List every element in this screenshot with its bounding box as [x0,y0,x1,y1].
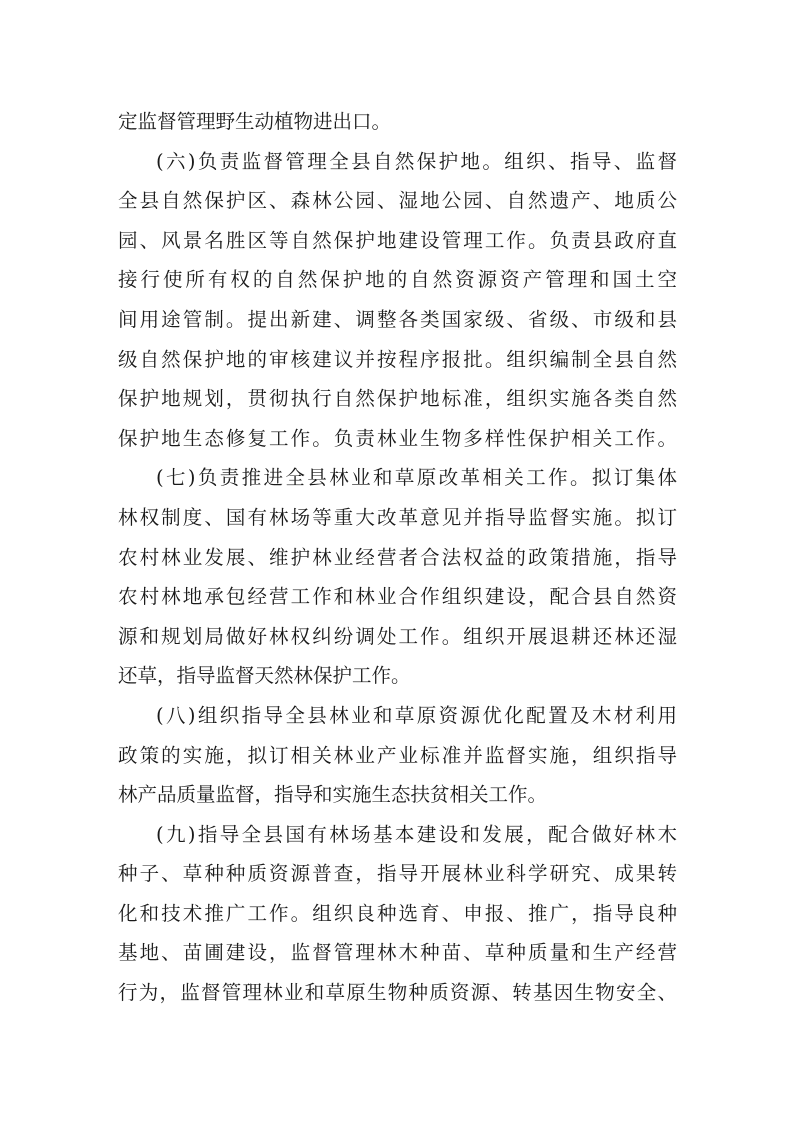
document-body [118,102,677,1013]
text-line: 化和技术推广工作。组织良种选育、申报、推广，指导良种 [118,901,677,925]
text-line: 基地、苗圃建设，监督管理林木种苗、草种质量和生产经营 [118,941,677,965]
text-line: 全县自然保护区、森林公园、湿地公园、自然遗产、地质公 [118,189,677,213]
text-line: 保护地生态修复工作。负责林业生物多样性保护相关工作。 [118,426,677,450]
text-line: 政策的实施，拟订相关林业产业标准并监督实施，组织指导 [118,743,677,767]
text-line: (八)组织指导全县林业和草原资源优化配置及木材利用 [156,703,677,727]
text-line: 园、风景名胜区等自然保护地建设管理工作。负责县政府直 [118,228,677,252]
text-line: 农村林业发展、维护林业经营者合法权益的政策措施，指导 [118,545,677,569]
text-line: (七)负责推进全县林业和草原改革相关工作。拟订集体 [156,466,677,490]
text-line: 源和规划局做好林权纠纷调处工作。组织开展退耕还林还湿 [118,624,677,648]
text-line: 间用途管制。提出新建、调整各类国家级、省级、市级和县 [118,307,677,331]
text-line: 接行使所有权的自然保护地的自然资源资产管理和国土空 [118,268,677,292]
text-line: (六)负责监督管理全县自然保护地。组织、指导、监督 [156,149,677,173]
text-line: 定监督管理野生动植物进出口。 [118,110,392,133]
text-line: 林权制度、国有林场等重大改革意见并指导监督实施。拟订 [118,505,677,529]
text-line: 保护地规划，贯彻执行自然保护地标准，组织实施各类自然 [118,387,677,411]
text-line: 还草，指导监督天然林保护工作。 [118,664,411,688]
text-line: (九)指导全县国有林场基本建设和发展，配合做好林木 [156,822,677,846]
text-line: 林产品质量监督，指导和实施生态扶贫相关工作。 [118,783,548,807]
text-line: 行为，监督管理林业和草原生物种质资源、转基因生物安全、 [118,981,677,1005]
text-line: 种子、草种种质资源普查，指导开展林业科学研究、成果转 [118,862,677,886]
text-line: 级自然保护地的审核建议并按程序报批。组织编制全县自然 [118,347,677,371]
text-line: 农村林地承包经营工作和林业合作组织建设，配合县自然资 [118,585,677,609]
